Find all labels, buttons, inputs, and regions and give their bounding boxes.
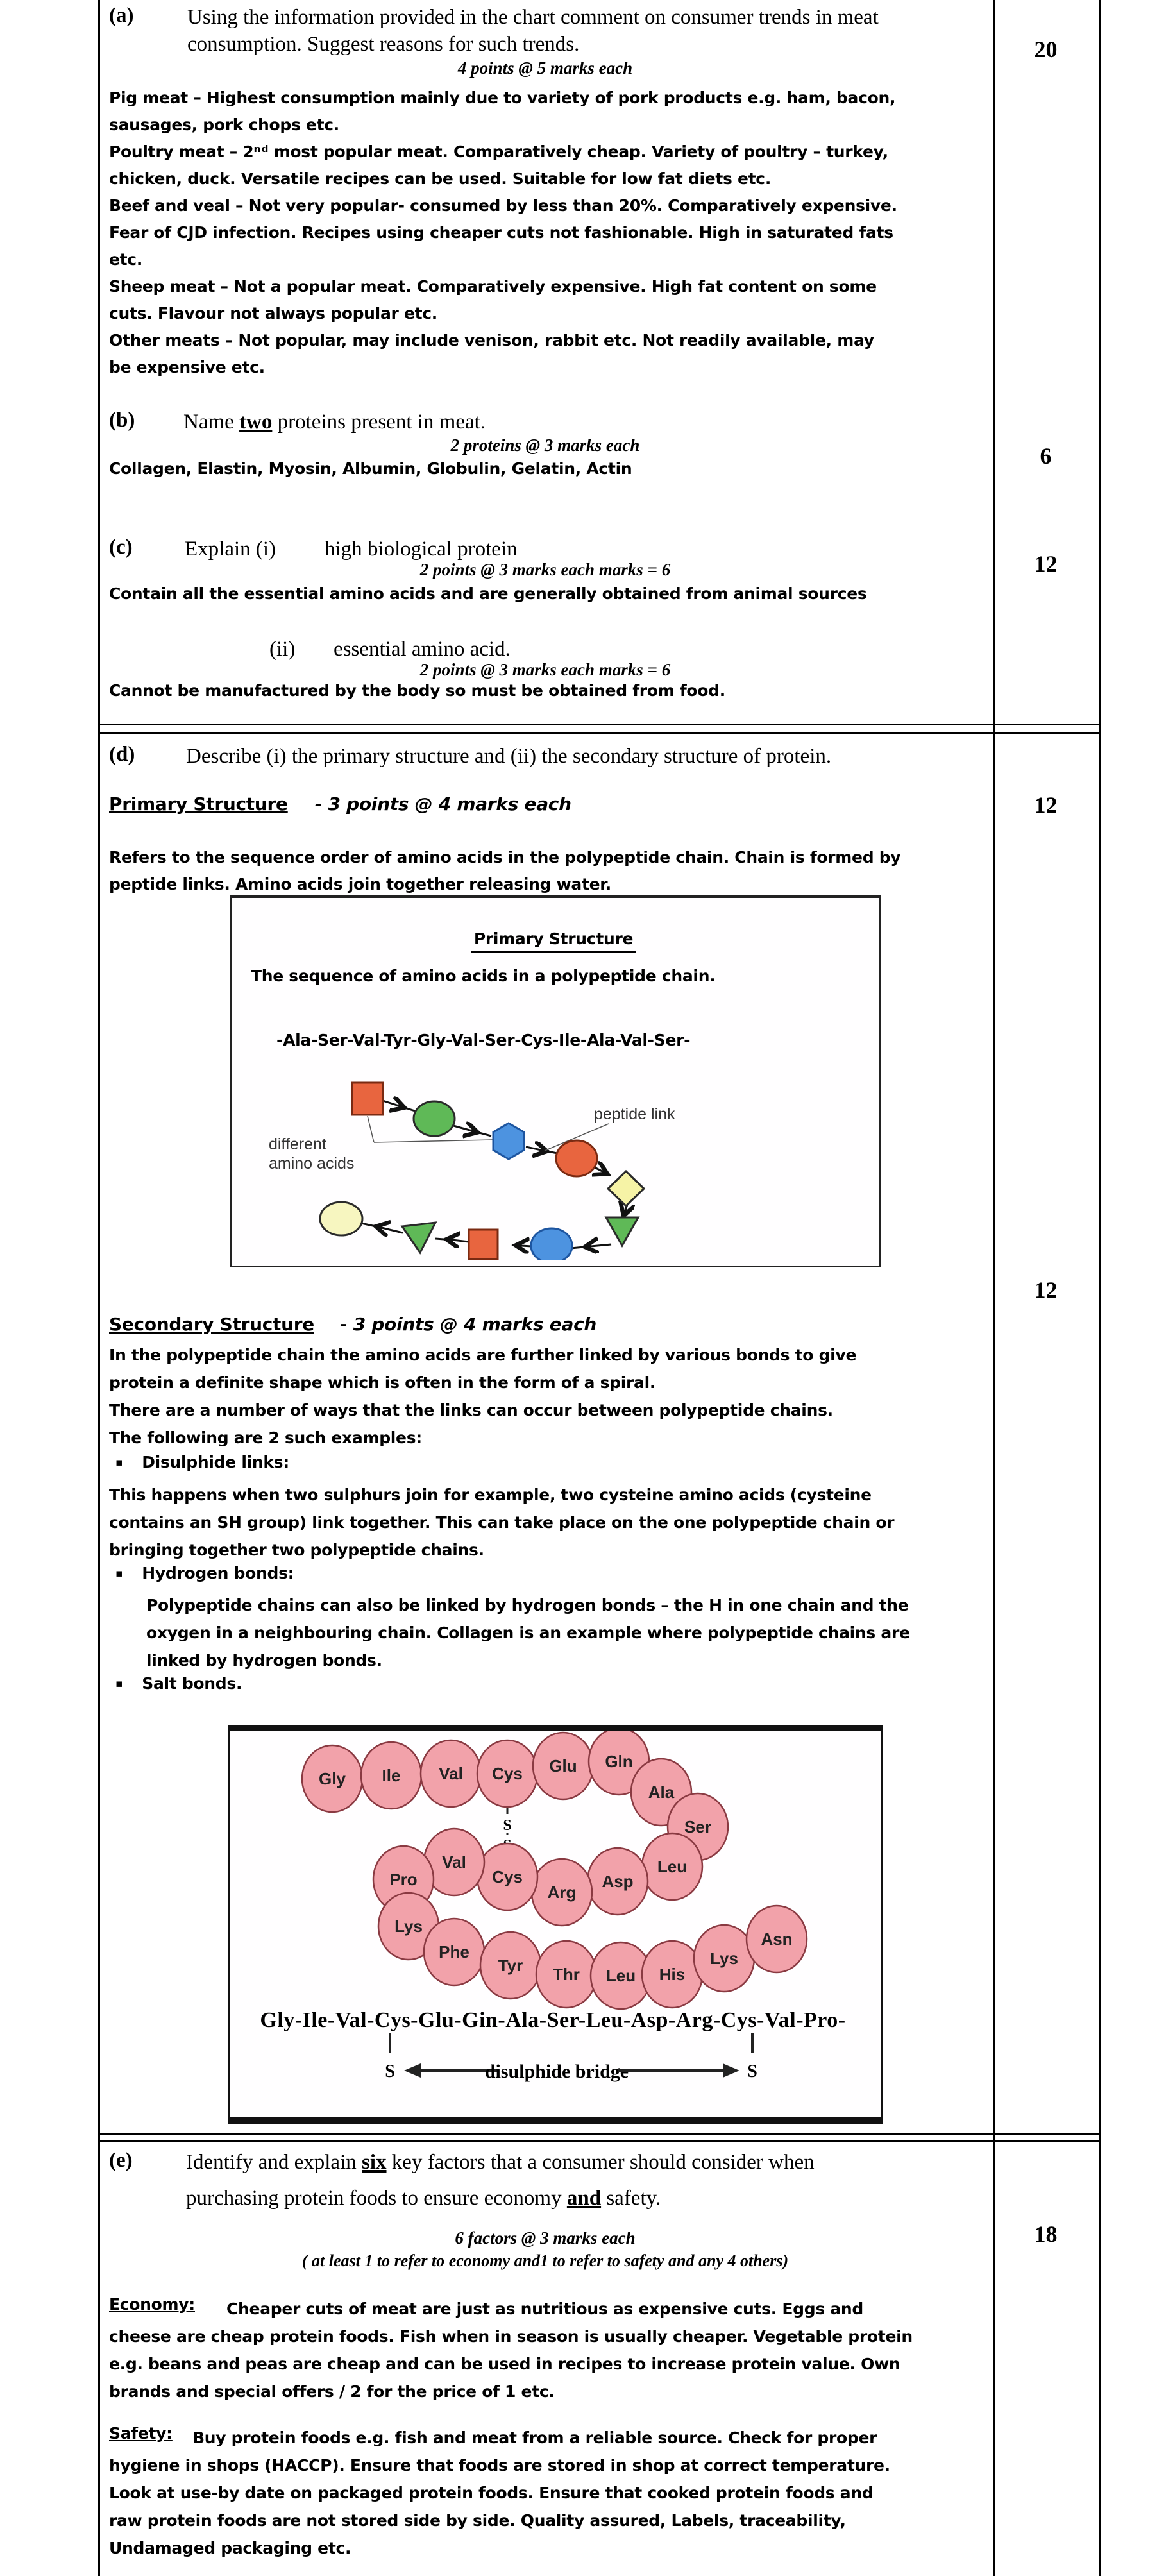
question-b-label: (b) — [109, 409, 135, 432]
amino-acid-ellipse-icon — [531, 1228, 572, 1260]
question-c-sub-label: (ii) — [269, 638, 296, 661]
amino-acid-label: Val — [442, 1852, 466, 1872]
economy-answer-lines: Cheaper cuts of meat are just as nutritious as expensive cuts. Eggs and cheese are cheap protein foods. Fish when in season is usually cheaper. Vegetable protein e.g. beans and peas are cheap and can be used in recipes to increase protein value. Own brands and special offers / 2 for the price of 1 etc. — [109, 2300, 913, 2401]
amino-acid-ellipse-icon — [556, 1140, 597, 1176]
question-e-underlined-and: and — [566, 2187, 602, 2210]
amino-acid-label: Pro — [389, 1870, 418, 1889]
peptide-link-connector — [571, 1244, 611, 1248]
amino-acid-diamond-icon — [608, 1171, 644, 1206]
figure1-title: Primary Structure — [473, 929, 634, 948]
bullet-icon: ▪ — [115, 1567, 123, 1580]
mark-value-a: 20 — [1034, 37, 1058, 62]
answer-b-text: Collagen, Elastin, Myosin, Albumin, Globulin, Gelatin, Actin — [109, 459, 632, 478]
bullet-hydrogen-label: Hydrogen bonds: — [142, 1564, 294, 1582]
table-right-border — [1099, 0, 1101, 2576]
peptide-link-connector — [361, 1223, 403, 1233]
amino-acid-label: Cys — [492, 1867, 523, 1886]
amino-acid-hexagon-icon — [493, 1123, 524, 1159]
question-a-label: (a) — [109, 4, 134, 27]
secondary-structure-heading-note: - 3 points @ 4 marks each — [339, 1314, 597, 1335]
row-separator-2-bottom — [98, 2140, 1101, 2142]
peptide-link-connector — [383, 1101, 415, 1111]
marking-note-b: 2 proteins @ 3 marks each — [450, 436, 640, 455]
sulphur-right-label: S — [747, 2062, 757, 2081]
primary-structure-heading-title: Primary Structure — [109, 793, 288, 815]
question-d-text: Describe (i) the primary structure and (ii) the secondary structure of protein. — [186, 745, 832, 768]
answer-c2-text: Cannot be manufactured by the body so must be obtained from food. — [109, 681, 725, 700]
secondary-structure-answer-lines: In the polypeptide chain the amino acids are further linked by various bonds to give protein a definite shape which is often in the form of a spiral. There are a number of ways that the links can occur between polypeptide chains. The following are 2 such examples: — [109, 1346, 857, 1447]
question-e-label: (e) — [109, 2149, 133, 2172]
secondary-structure-heading-title: Secondary Structure — [109, 1314, 314, 1335]
question-b-text — [183, 409, 486, 436]
disulphide-bridge-label: disulphide bridge — [484, 2061, 629, 2082]
question-b-underlined-word: two — [239, 411, 273, 434]
bullet-hydrogen-bonds — [115, 1564, 294, 1582]
answer-a-lines: Pig meat – Highest consumption mainly due to variety of pork products e.g. ham, bacon, sausages, pork chops etc. Poultry meat – 2ⁿᵈ most popular meat. Comparatively cheap. Variety of poultry – turkey, chicken, duck. Versatile recipes can be used. Suitable for low fat diets etc. Beef and veal – Not very popular- consumed by less than 20%. Comparatively expensive. Fear of CJD infection. Recipes using cheaper cuts not fashionable. High in saturated fats etc. Sheep meat – Not a popular meat. Comparatively expensive. High fat content on some cuts. Flavour not always popular etc. Other meats – Not popular, may include venison, rabbit etc. Not readily available, may be expensive etc. — [109, 89, 897, 377]
different-amino-acids-pointer-line — [368, 1116, 374, 1142]
marking-note-e1: 6 factors @ 3 marks each — [455, 2228, 636, 2248]
amino-acid-label: Glu — [549, 1756, 577, 1775]
peptide-link-connector — [453, 1126, 491, 1136]
safety-label: Safety: — [109, 2424, 173, 2443]
question-c-sub-text: essential amino acid. — [334, 638, 511, 661]
primary-structure-answer-lines: Refers to the sequence order of amino acids in the polypeptide chain. Chain is formed by peptide links. Amino acids join together releasing water. — [109, 848, 901, 894]
amino-acid-label: Phe — [439, 1942, 469, 1962]
mark-value-c: 12 — [1034, 551, 1058, 577]
sulphur-left-label: S — [385, 2062, 395, 2081]
secondary-structure-diagram — [230, 1731, 877, 2106]
amino-acid-label: Ile — [382, 1766, 401, 1785]
different-amino-acids-label-line1: different — [269, 1135, 326, 1153]
question-b-post: proteins present in meat. — [272, 411, 486, 434]
row-separator-1-top — [98, 724, 1101, 725]
peptide-link-connector — [595, 1167, 610, 1175]
marking-note-c2: 2 points @ 3 marks each marks = 6 — [419, 660, 671, 679]
question-a-text: Using the information provided in the chart comment on consumer trends in meat consumption. Suggest reasons for such trends. — [187, 6, 879, 56]
row-separator-2-top — [98, 2133, 1101, 2135]
question-c-part1: Explain (i) — [185, 538, 276, 561]
amino-acid-label: His — [659, 1965, 686, 1984]
mark-value-d-primary: 12 — [1034, 792, 1058, 818]
amino-acid-label: Thr — [553, 1965, 580, 1984]
sulphur-top-label: S — [503, 1817, 512, 1834]
bullet-icon: ▪ — [115, 1677, 123, 1690]
row-separator-1-bottom — [98, 732, 1101, 734]
bullet-salt-bonds — [115, 1674, 242, 1693]
bullet-icon: ▪ — [115, 1456, 123, 1469]
question-e-l1-pre: Identify and explain — [186, 2151, 362, 2174]
question-e-l2-post: safety. — [601, 2187, 661, 2210]
bullet-disulphide-label: Disulphide links: — [142, 1453, 289, 1471]
bridge-arrow-left-head-icon — [404, 2063, 421, 2078]
amino-acid-label: Asn — [761, 1929, 793, 1949]
primary-structure-diagram — [232, 898, 875, 1260]
bridge-arrow-right-head-icon — [723, 2063, 739, 2078]
amino-acid-label: Ala — [648, 1783, 675, 1802]
amino-acid-label: Asp — [602, 1872, 634, 1891]
peptide-link-connector — [435, 1239, 469, 1242]
amino-acid-triangle-icon — [402, 1223, 435, 1253]
question-c-label: (c) — [109, 536, 133, 559]
secondary-structure-figure — [228, 1725, 883, 2124]
question-e-line2 — [186, 2185, 661, 2212]
peptide-link-label: peptide link — [594, 1105, 675, 1123]
amino-acid-label: Leu — [605, 1966, 636, 1985]
different-amino-acids-label-line2: amino acids — [269, 1155, 355, 1173]
different-amino-acids-pointer-line — [374, 1140, 493, 1142]
secondary-structure-heading — [109, 1314, 596, 1335]
primary-structure-figure — [230, 895, 881, 1267]
figure1-caption: The sequence of amino acids in a polypeptide chain. — [251, 967, 716, 985]
amino-acid-label: Tyr — [498, 1956, 523, 1975]
sequence-text: Gly-Ile-Val-Cys-Glu-Gin-Ala-Ser-Leu-Asp-Arg-Cys-Val-Pro- — [260, 2008, 846, 2032]
amino-acid-square-icon — [469, 1230, 498, 1259]
figure1-chain-sequence: -Ala-Ser-Val-Tyr-Gly-Val-Ser-Cys-Ile-Ala-Val-Ser- — [276, 1031, 691, 1049]
amino-acid-ellipse-icon — [320, 1202, 362, 1235]
question-d-label: (d) — [109, 743, 135, 766]
amino-acid-label: Arg — [547, 1883, 577, 1902]
question-e-line1 — [186, 2149, 815, 2176]
primary-structure-heading — [109, 793, 571, 815]
amino-acid-label: Lys — [710, 1949, 738, 1968]
amino-acid-chain — [302, 1731, 807, 2009]
answer-c1-text: Contain all the essential amino acids and are generally obtained from animal sources — [109, 584, 867, 603]
mark-value-e: 18 — [1034, 2221, 1058, 2247]
hydrogen-answer-lines: Polypeptide chains can also be linked by hydrogen bonds – the H in one chain and the oxygen in a neighbouring chain. Collagen is an example where polypeptide chains are linked by hydrogen bonds. — [146, 1596, 910, 1670]
question-e-underlined-six: six — [362, 2151, 387, 2174]
amino-acid-label: Gly — [319, 1769, 346, 1788]
mark-value-d-secondary: 12 — [1034, 1277, 1058, 1303]
mark-value-b: 6 — [1040, 443, 1052, 469]
bullet-salt-label: Salt bonds. — [142, 1674, 242, 1693]
amino-acid-label: Gln — [605, 1752, 633, 1771]
safety-answer-lines: Buy protein foods e.g. fish and meat from a reliable source. Check for proper hygiene in shops (HACCP). Ensure that foods are stored in shop at correct temperature. Look at use-by date on packaged protein foods. Ensure that cooked protein foods and raw protein foods are not stored side by side. Quality assured, Labels, traceability, Undamaged packaging etc. — [109, 2428, 890, 2557]
amino-acid-ellipse-icon — [414, 1101, 455, 1136]
question-e-l1-post: key factors that a consumer should consider when — [386, 2151, 815, 2174]
marking-note-a: 4 points @ 5 marks each — [457, 58, 633, 78]
table-left-border — [98, 0, 100, 2576]
amino-acid-square-icon — [352, 1083, 383, 1115]
amino-acid-triangle-icon — [606, 1217, 638, 1246]
question-e-l2-pre: purchasing protein foods to ensure economy — [186, 2187, 567, 2210]
primary-structure-heading-note: - 3 points @ 4 marks each — [314, 793, 571, 815]
question-c-part2: high biological protein — [325, 538, 518, 561]
disulphide-answer-lines: This happens when two sulphurs join for example, two cysteine amino acids (cysteine contains an SH group) link together. This can take place on the one polypeptide chain or bringing together two polypeptide chains. — [109, 1486, 895, 1559]
marking-note-e2: ( at least 1 to refer to economy and1 to refer to safety and any 4 others) — [301, 2251, 789, 2270]
question-b-pre: Name — [183, 411, 240, 434]
amino-acid-label: Cys — [492, 1764, 523, 1783]
bullet-disulphide-links — [115, 1453, 289, 1471]
amino-acid-label: Lys — [394, 1917, 423, 1936]
amino-acid-label: Val — [439, 1764, 463, 1783]
economy-label: Economy: — [109, 2295, 195, 2314]
marking-note-c1: 2 points @ 3 marks each marks = 6 — [419, 560, 671, 579]
amino-acid-label: Leu — [657, 1857, 688, 1876]
amino-acid-label: Ser — [684, 1817, 711, 1836]
peptide-link-connector — [512, 1245, 532, 1246]
